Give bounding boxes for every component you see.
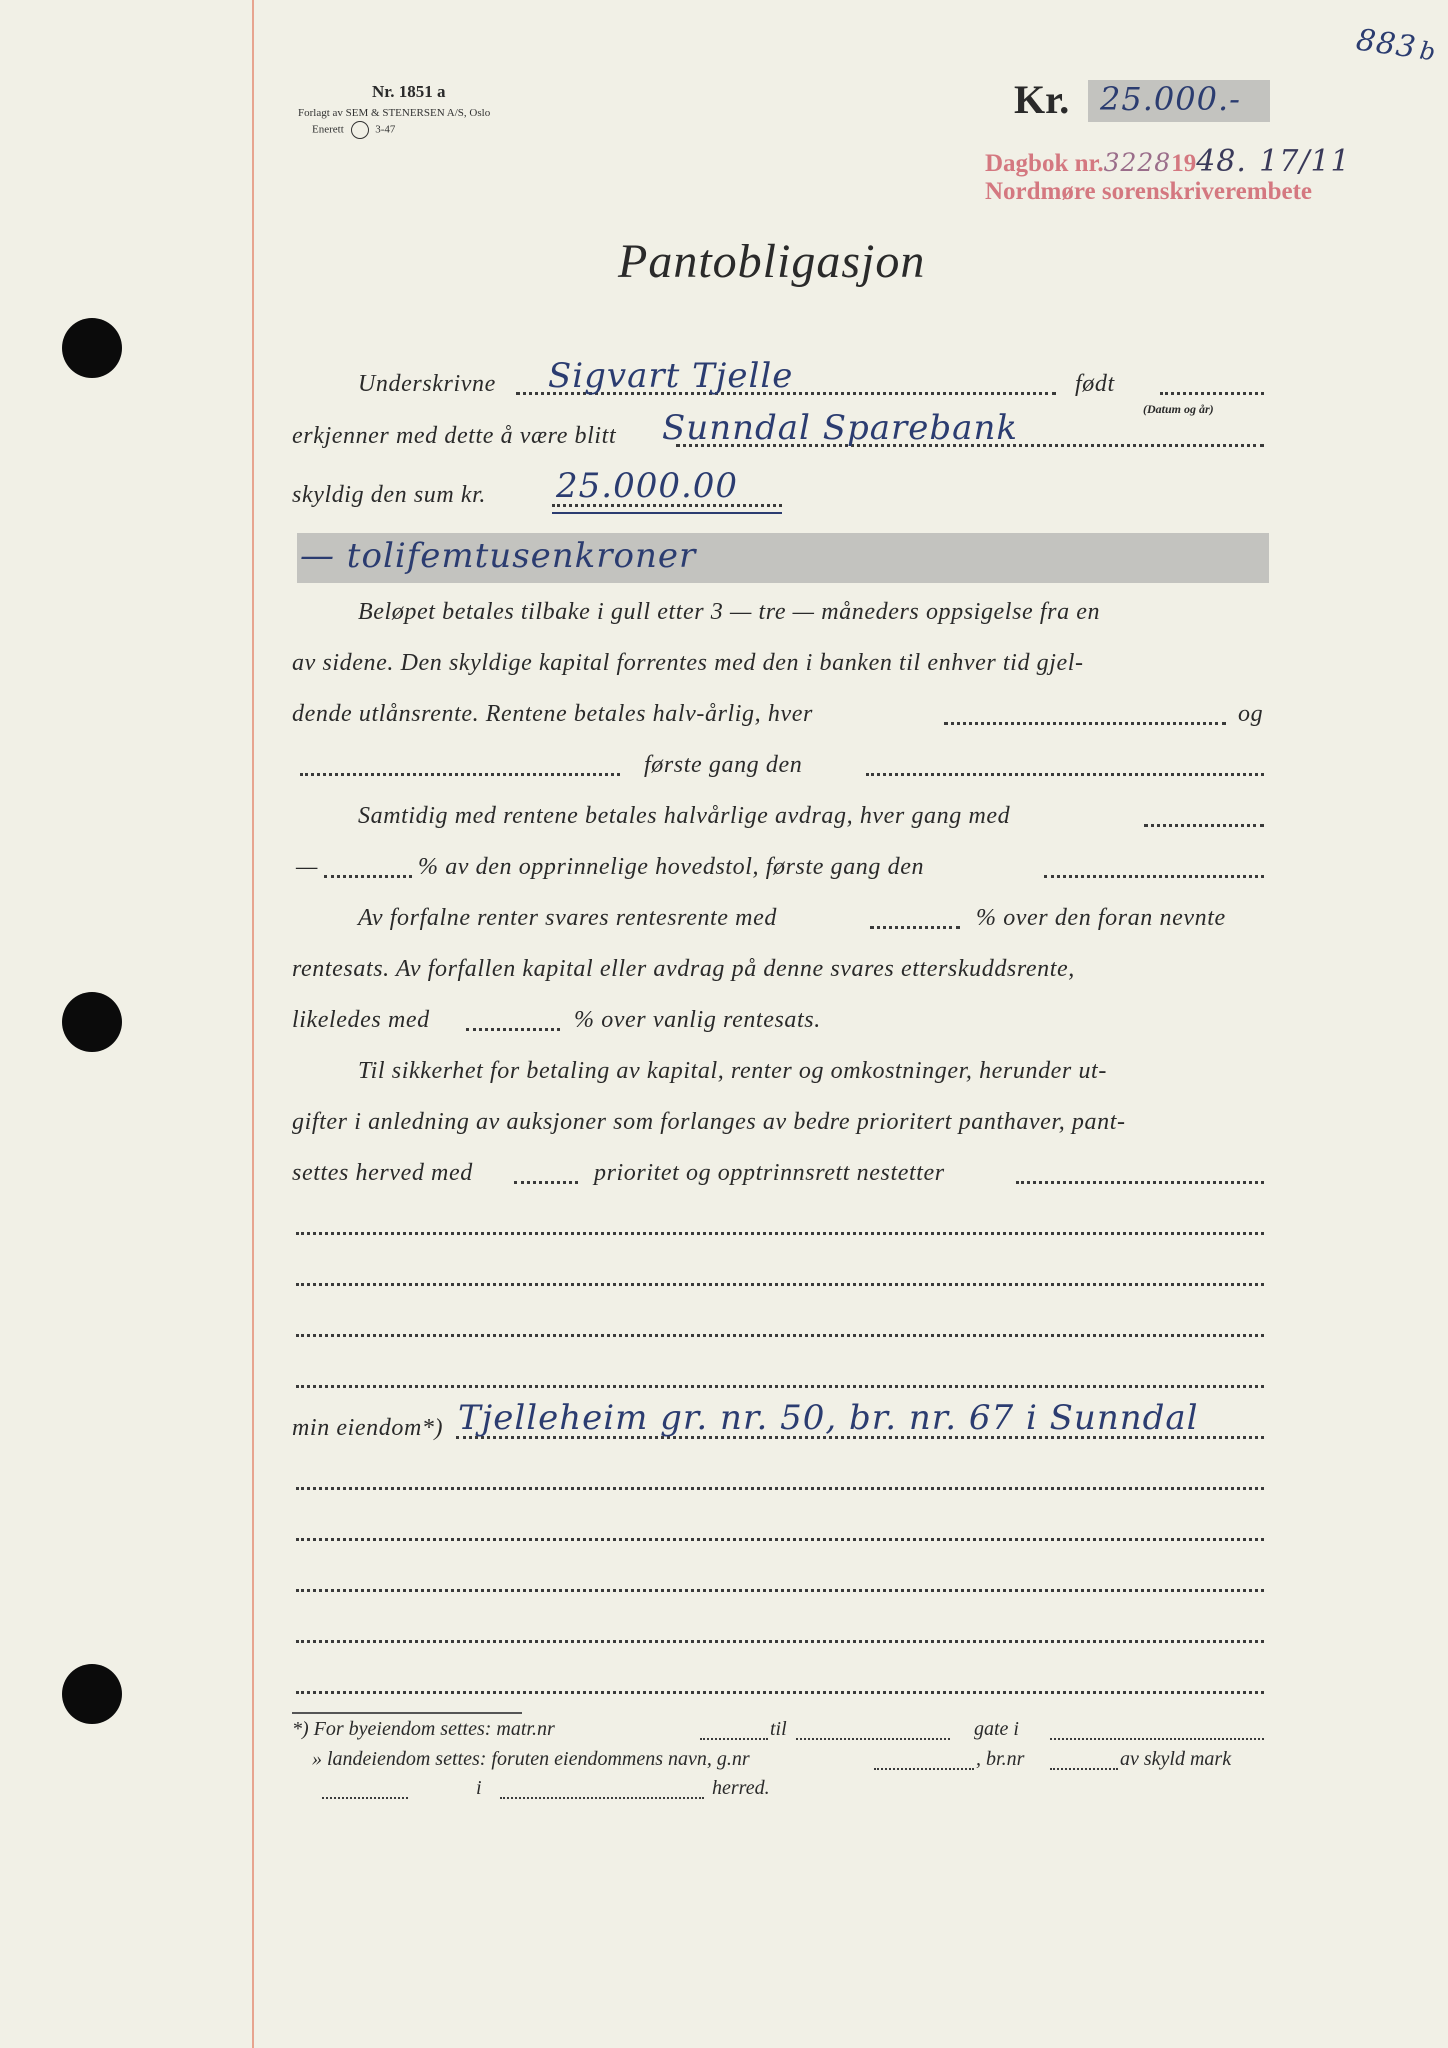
footnote-line-2a: » landeiendom settes: foruten eiendommens navn, g.nr [312, 1748, 750, 1770]
margin-line [252, 0, 254, 2048]
erkjenner-label: erkjenner med dette å være blitt [292, 423, 617, 449]
nestetter-line [1016, 1181, 1264, 1184]
blank-line-9 [296, 1691, 1264, 1694]
footnote-dots-2a [874, 1768, 974, 1770]
form-number: Nr. 1851 a [372, 82, 446, 101]
dagbok-date: 17/11 [1259, 144, 1351, 179]
blank-line-1 [296, 1232, 1264, 1235]
footnote-dots-3b [500, 1797, 704, 1799]
kr-amount: 25.000.- [1100, 80, 1241, 118]
likeledes-line [466, 1028, 560, 1031]
underskrivne-label: Underskrivne [358, 371, 496, 397]
page-number-suffix: b [1417, 36, 1438, 67]
footnote-line-2c: av skyld mark [1120, 1748, 1232, 1770]
body-line-7: Av forfalne renter svares rentesrente med [358, 905, 777, 931]
rentesrente-line [870, 926, 960, 929]
enerett-label: Enerett [312, 123, 344, 136]
body-line-12: settes herved med [292, 1160, 473, 1186]
body-line-8: rentesats. Av forfallen kapital eller avdrag på denne svares etterskuddsrente, [292, 956, 1075, 982]
footnote-dots-1c [1050, 1738, 1264, 1740]
footnote-line-2b: , br.nr [976, 1748, 1025, 1770]
blank-line-4 [296, 1385, 1264, 1388]
body-og: og [1238, 701, 1264, 727]
page-number-value: 883 [1353, 22, 1419, 66]
blank-line-6 [296, 1538, 1264, 1541]
punch-hole-middle [62, 992, 122, 1052]
publisher-seal-icon [351, 121, 369, 139]
underskrivne-value: Sigvart Tjelle [548, 356, 794, 396]
footnote-dots-3a [322, 1797, 408, 1799]
punch-hole-top [62, 318, 122, 378]
forste-line-a [300, 773, 620, 776]
body-line-5: Samtidig med rentene betales halvårlige avdrag, hver gang med [358, 803, 1011, 829]
page-number [1354, 23, 1439, 69]
body-line-4: første gang den [644, 752, 803, 778]
dagbok-year: 48. [1196, 144, 1247, 179]
body-line-1: Beløpet betales tilbake i gull etter 3 — tre — måneders oppsigelse fra en [358, 599, 1101, 625]
dagbok-number: 3228 [1103, 148, 1172, 177]
body-line-3: dende utlånsrente. Rentene betales halv-årlig, hver [292, 701, 813, 727]
dagbok-stamp [985, 144, 1351, 179]
blank-line-2 [296, 1283, 1264, 1286]
office-stamp: Nordmøre sorenskriverembete [985, 178, 1313, 205]
hovedstol-line [1044, 875, 1264, 878]
prosent-line-a [324, 875, 412, 878]
body-line-12b: prioritet og opptrinnsrett nestetter [594, 1160, 945, 1186]
footnote-line-1c: gate i [974, 1718, 1019, 1740]
eiendom-value: Tjelleheim gr. nr. 50, br. nr. 67 i Sunndal [458, 1398, 1199, 1438]
blank-line-3 [296, 1334, 1264, 1337]
fodt-line [1160, 392, 1264, 395]
footnote-line-3b: herred. [712, 1777, 770, 1799]
footnote-line-1b: til [770, 1718, 787, 1740]
sum-words: — tolifemtusenkroner [300, 536, 697, 576]
blank-line-8 [296, 1640, 1264, 1643]
fodt-label: født [1075, 371, 1115, 397]
body-dash: — [296, 854, 318, 880]
skyldig-value: 25.000.00 [556, 466, 739, 506]
eiendom-label: min eiendom*) [292, 1415, 444, 1441]
footnote-dots-2b [1050, 1768, 1118, 1770]
dagbok-year-prefix: 19 [1171, 150, 1197, 177]
footnote-dots-1b [796, 1738, 950, 1740]
halvarlig-line [944, 722, 1226, 725]
body-line-9: likeledes med [292, 1007, 430, 1033]
publisher-line: Forlagt av SEM & STENERSEN A/S, Oslo [298, 107, 491, 119]
footnote-rule [292, 1712, 522, 1714]
body-line-2: av sidene. Den skyldige kapital forrentes med den i banken til enhver tid gjel- [292, 650, 1084, 676]
body-line-11: gifter i anledning av auksjoner som forlanges av bedre prioritert panthaver, pant- [292, 1109, 1126, 1135]
body-line-6: % av den opprinnelige hovedstol, første gang den [418, 854, 925, 880]
datum-note: (Datum og år) [1143, 402, 1214, 416]
kr-label: Kr. [1014, 77, 1070, 122]
skyldig-label: skyldig den sum kr. [292, 482, 487, 508]
body-line-10: Til sikkerhet for betaling av kapital, renter og omkostninger, herunder ut- [358, 1058, 1107, 1084]
blank-line-5 [296, 1487, 1264, 1490]
avdrag-line [1144, 824, 1264, 827]
erkjenner-value: Sunndal Sparebank [662, 408, 1018, 448]
document-title: Pantobligasjon [618, 235, 926, 288]
skyldig-underline [552, 512, 782, 514]
publisher-date: 3-47 [375, 123, 396, 136]
dagbok-label: Dagbok nr. [985, 150, 1104, 177]
body-line-9b: % over vanlig rentesats. [574, 1007, 821, 1033]
footnote-line-3a: i [476, 1777, 482, 1799]
blank-line-7 [296, 1589, 1264, 1592]
punch-hole-bottom [62, 1664, 122, 1724]
footnote-dots-1a [700, 1738, 768, 1740]
footnote-line-1a: *) For byeiendom settes: matr.nr [292, 1718, 555, 1740]
body-line-7b: % over den foran nevnte [976, 905, 1226, 931]
forste-line-b [866, 773, 1264, 776]
prioritet-line [514, 1181, 578, 1184]
publisher-enerett [312, 121, 395, 139]
